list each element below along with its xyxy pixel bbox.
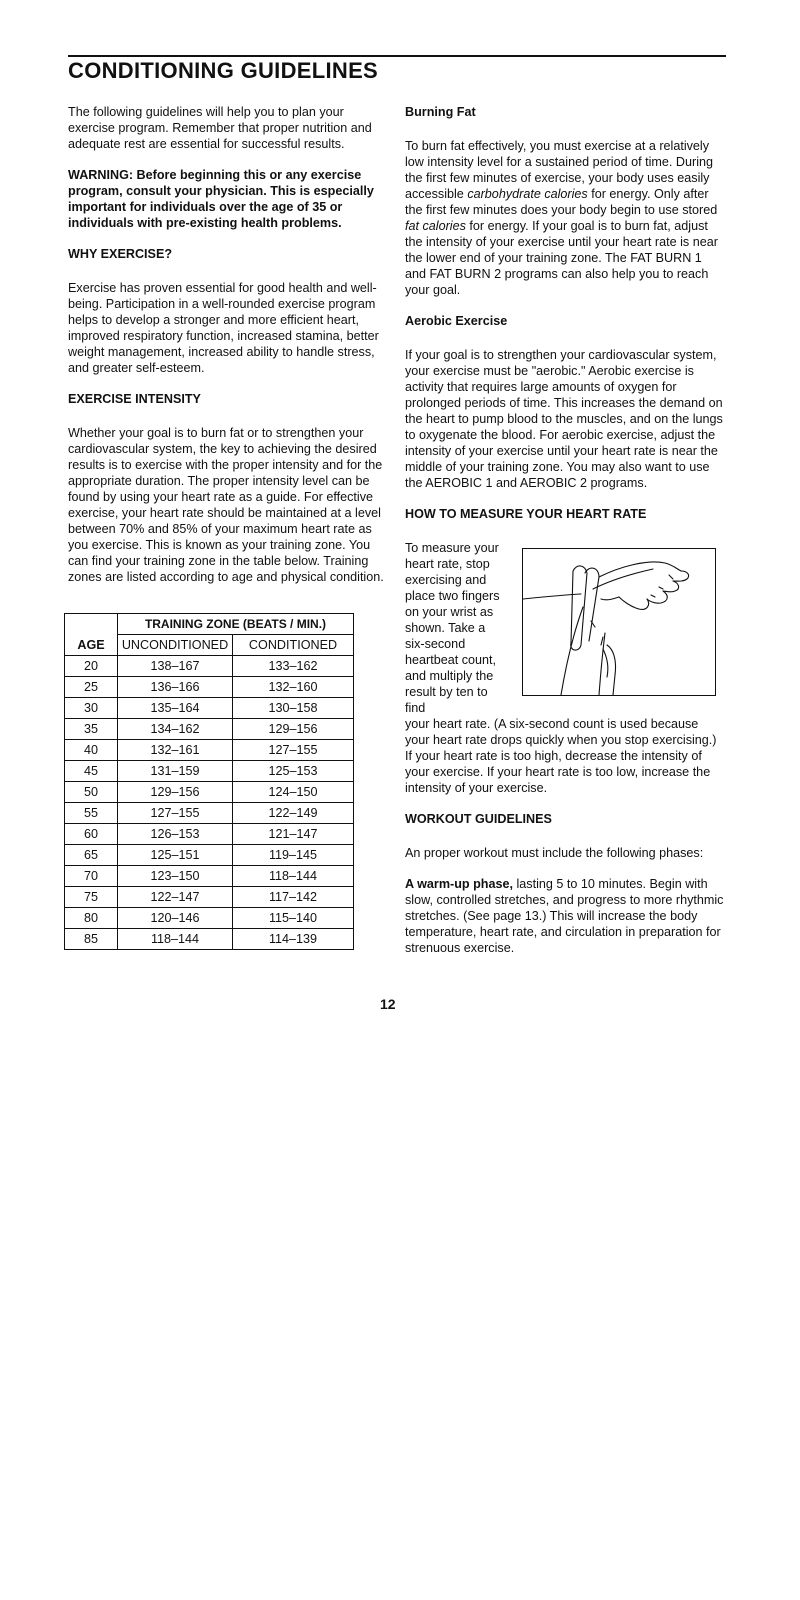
table-row [65,929,354,950]
burning-fat-heading: Burning Fat [405,105,476,119]
unconditioned-cell: 135–164 [118,698,233,719]
why-exercise-paragraph: Exercise has proven essential for good health and well-being. Participation in a well-rounded exercise program helps to develop a stronger and more efficient heart, improved respiratory function, increased stamina, better weight management, increased ability to handle stress, and greater self-esteem. [68,281,379,375]
table-row [65,866,354,887]
unconditioned-cell: 136–166 [118,677,233,698]
conditioned-cell: 133–162 [233,656,354,677]
unconditioned-cell: 122–147 [118,887,233,908]
table-row [65,782,354,803]
table-row [65,698,354,719]
warm-up-bold: A warm-up phase, [405,877,513,891]
conditioned-cell: 118–144 [233,866,354,887]
age-cell: 25 [65,677,118,698]
table-row [65,845,354,866]
training-zone-rows [65,656,354,950]
table-row [65,656,354,677]
unconditioned-cell: 134–162 [118,719,233,740]
page-number: 12 [380,996,396,1012]
heart-rate-heading: HOW TO MEASURE YOUR HEART RATE [405,507,647,521]
age-cell: 35 [65,719,118,740]
age-cell: 60 [65,824,118,845]
right-column [405,104,725,956]
warning-paragraph: WARNING: Before beginning this or any exercise program, consult your physician. This is especially important for individuals over the age of 35 or individuals with pre-existing health problems. [68,168,374,230]
unconditioned-cell: 132–161 [118,740,233,761]
table-row [65,740,354,761]
title-rule [68,55,726,57]
age-cell: 65 [65,845,118,866]
warm-up-text: lasting 5 to 10 minutes. Begin with slow, controlled stretches, and progress to more rhythmic stretches. (See page 13.) This will increase the body temperature, heart rate, and circulation in preparation for strenuous exercise. [405,877,724,955]
table-row [65,719,354,740]
conditioned-cell: 124–150 [233,782,354,803]
unconditioned-cell: 125–151 [118,845,233,866]
table-row [65,824,354,845]
age-header-spacer [65,614,118,635]
unconditioned-cell: 127–155 [118,803,233,824]
age-cell: 80 [65,908,118,929]
age-cell: 30 [65,698,118,719]
unconditioned-cell: 126–153 [118,824,233,845]
exercise-intensity-paragraph: Whether your goal is to burn fat or to strengthen your cardiovascular system, the key to achieving the desired results is to exercise with the proper intensity and for the appropriate duration. The proper intensity level can be found by using your heart rate as a guide. For effective exercise, your heart rate should be maintained at a level between 70% and 85% of your maximum heart rate as you exercise. This is known as your training zone. You can find your training zone in the table below. Training zones are listed according to age and physical condition. [68,426,384,584]
age-cell: 85 [65,929,118,950]
age-cell: 40 [65,740,118,761]
conditioned-cell: 127–155 [233,740,354,761]
workout-intro-paragraph: An proper workout must include the following phases: [405,846,704,860]
conditioned-cell: 132–160 [233,677,354,698]
table-row [65,677,354,698]
wrist-pulse-illustration [522,548,716,696]
conditioned-cell: 114–139 [233,929,354,950]
table-row [65,761,354,782]
fat-calories-emphasis: fat calories [405,219,466,233]
page-title: CONDITIONING GUIDELINES [68,58,379,83]
unconditioned-cell: 118–144 [118,929,233,950]
burning-fat-text-2: for energy. Only after the first few minutes does your body begin to use stored [405,187,718,217]
age-header: AGE [65,635,118,656]
unconditioned-cell: 129–156 [118,782,233,803]
age-cell: 20 [65,656,118,677]
table-row [65,803,354,824]
carbohydrate-calories-emphasis: carbohydrate calories [467,187,588,201]
unconditioned-cell: 131–159 [118,761,233,782]
unconditioned-cell: 123–150 [118,866,233,887]
unconditioned-cell: 120–146 [118,908,233,929]
why-exercise-heading: WHY EXERCISE? [68,247,173,261]
aerobic-exercise-paragraph: If your goal is to strengthen your cardiovascular system, your exercise must be "aerobic." Aerobic exercise is activity that requires large amounts of oxygen for prolonged periods of time. This increases the demand on the heart to pump blood to the muscles, and on the lungs to oxygenate the blood. For aerobic exercise, adjust the intensity of your exercise until your heart rate is near the middle of your training zone. You may also want to use the AEROBIC 1 and AEROBIC 2 programs. [405,348,723,490]
age-cell: 75 [65,887,118,908]
conditioned-cell: 129–156 [233,719,354,740]
conditioned-cell: 130–158 [233,698,354,719]
hand-on-wrist-icon [523,549,715,695]
conditioned-cell: 115–140 [233,908,354,929]
heart-rate-paragraph: your heart rate. (A six-second count is used because your heart rate drops quickly when you stop exercising.) If your heart rate is too high, decrease the intensity of your exercise. If your heart rate is too low, increase the intensity of your exercise. [405,717,717,795]
age-cell: 45 [65,761,118,782]
training-zone-header: TRAINING ZONE (BEATS / MIN.) [118,614,354,635]
conditioned-cell: 117–142 [233,887,354,908]
table-header-row [65,614,354,635]
conditioned-cell: 119–145 [233,845,354,866]
warm-up-paragraph [405,876,725,956]
conditioned-header: CONDITIONED [233,635,354,656]
table-row [65,908,354,929]
workout-guidelines-heading: WORKOUT GUIDELINES [405,812,552,826]
left-column [68,104,388,600]
unconditioned-header: UNCONDITIONED [118,635,233,656]
conditioned-cell: 121–147 [233,824,354,845]
burning-fat-text-1: To burn fat effectively, you must exercise at a relatively low intensity level for a sustained period of time. During the first few minutes of exercise, your body uses easily accessible [405,139,713,201]
age-cell: 70 [65,866,118,887]
age-cell: 50 [65,782,118,803]
intro-paragraph: The following guidelines will help you to plan your exercise program. Remember that proper nutrition and adequate rest are essential for successful results. [68,105,372,151]
burning-fat-paragraph [405,138,725,298]
conditioned-cell: 122–149 [233,803,354,824]
aerobic-exercise-heading: Aerobic Exercise [405,314,508,328]
exercise-intensity-heading: EXERCISE INTENSITY [68,392,201,406]
conditioned-cell: 125–153 [233,761,354,782]
training-zone-table [64,613,354,950]
table-row [65,887,354,908]
heart-rate-narrow-text: To measure your heart rate, stop exercising and place two fingers on your wrist as shown. Take a six-second heartbeat count, and multiply the result by ten to find [405,541,500,715]
unconditioned-cell: 138–167 [118,656,233,677]
table-subheader-row [65,635,354,656]
burning-fat-text-3: for energy. If your goal is to burn fat, adjust the intensity of your exercise until your heart rate is near the lower end of your training zone. The FAT BURN 1 and FAT BURN 2 programs can also help you to reach your goal. [405,219,718,297]
age-cell: 55 [65,803,118,824]
